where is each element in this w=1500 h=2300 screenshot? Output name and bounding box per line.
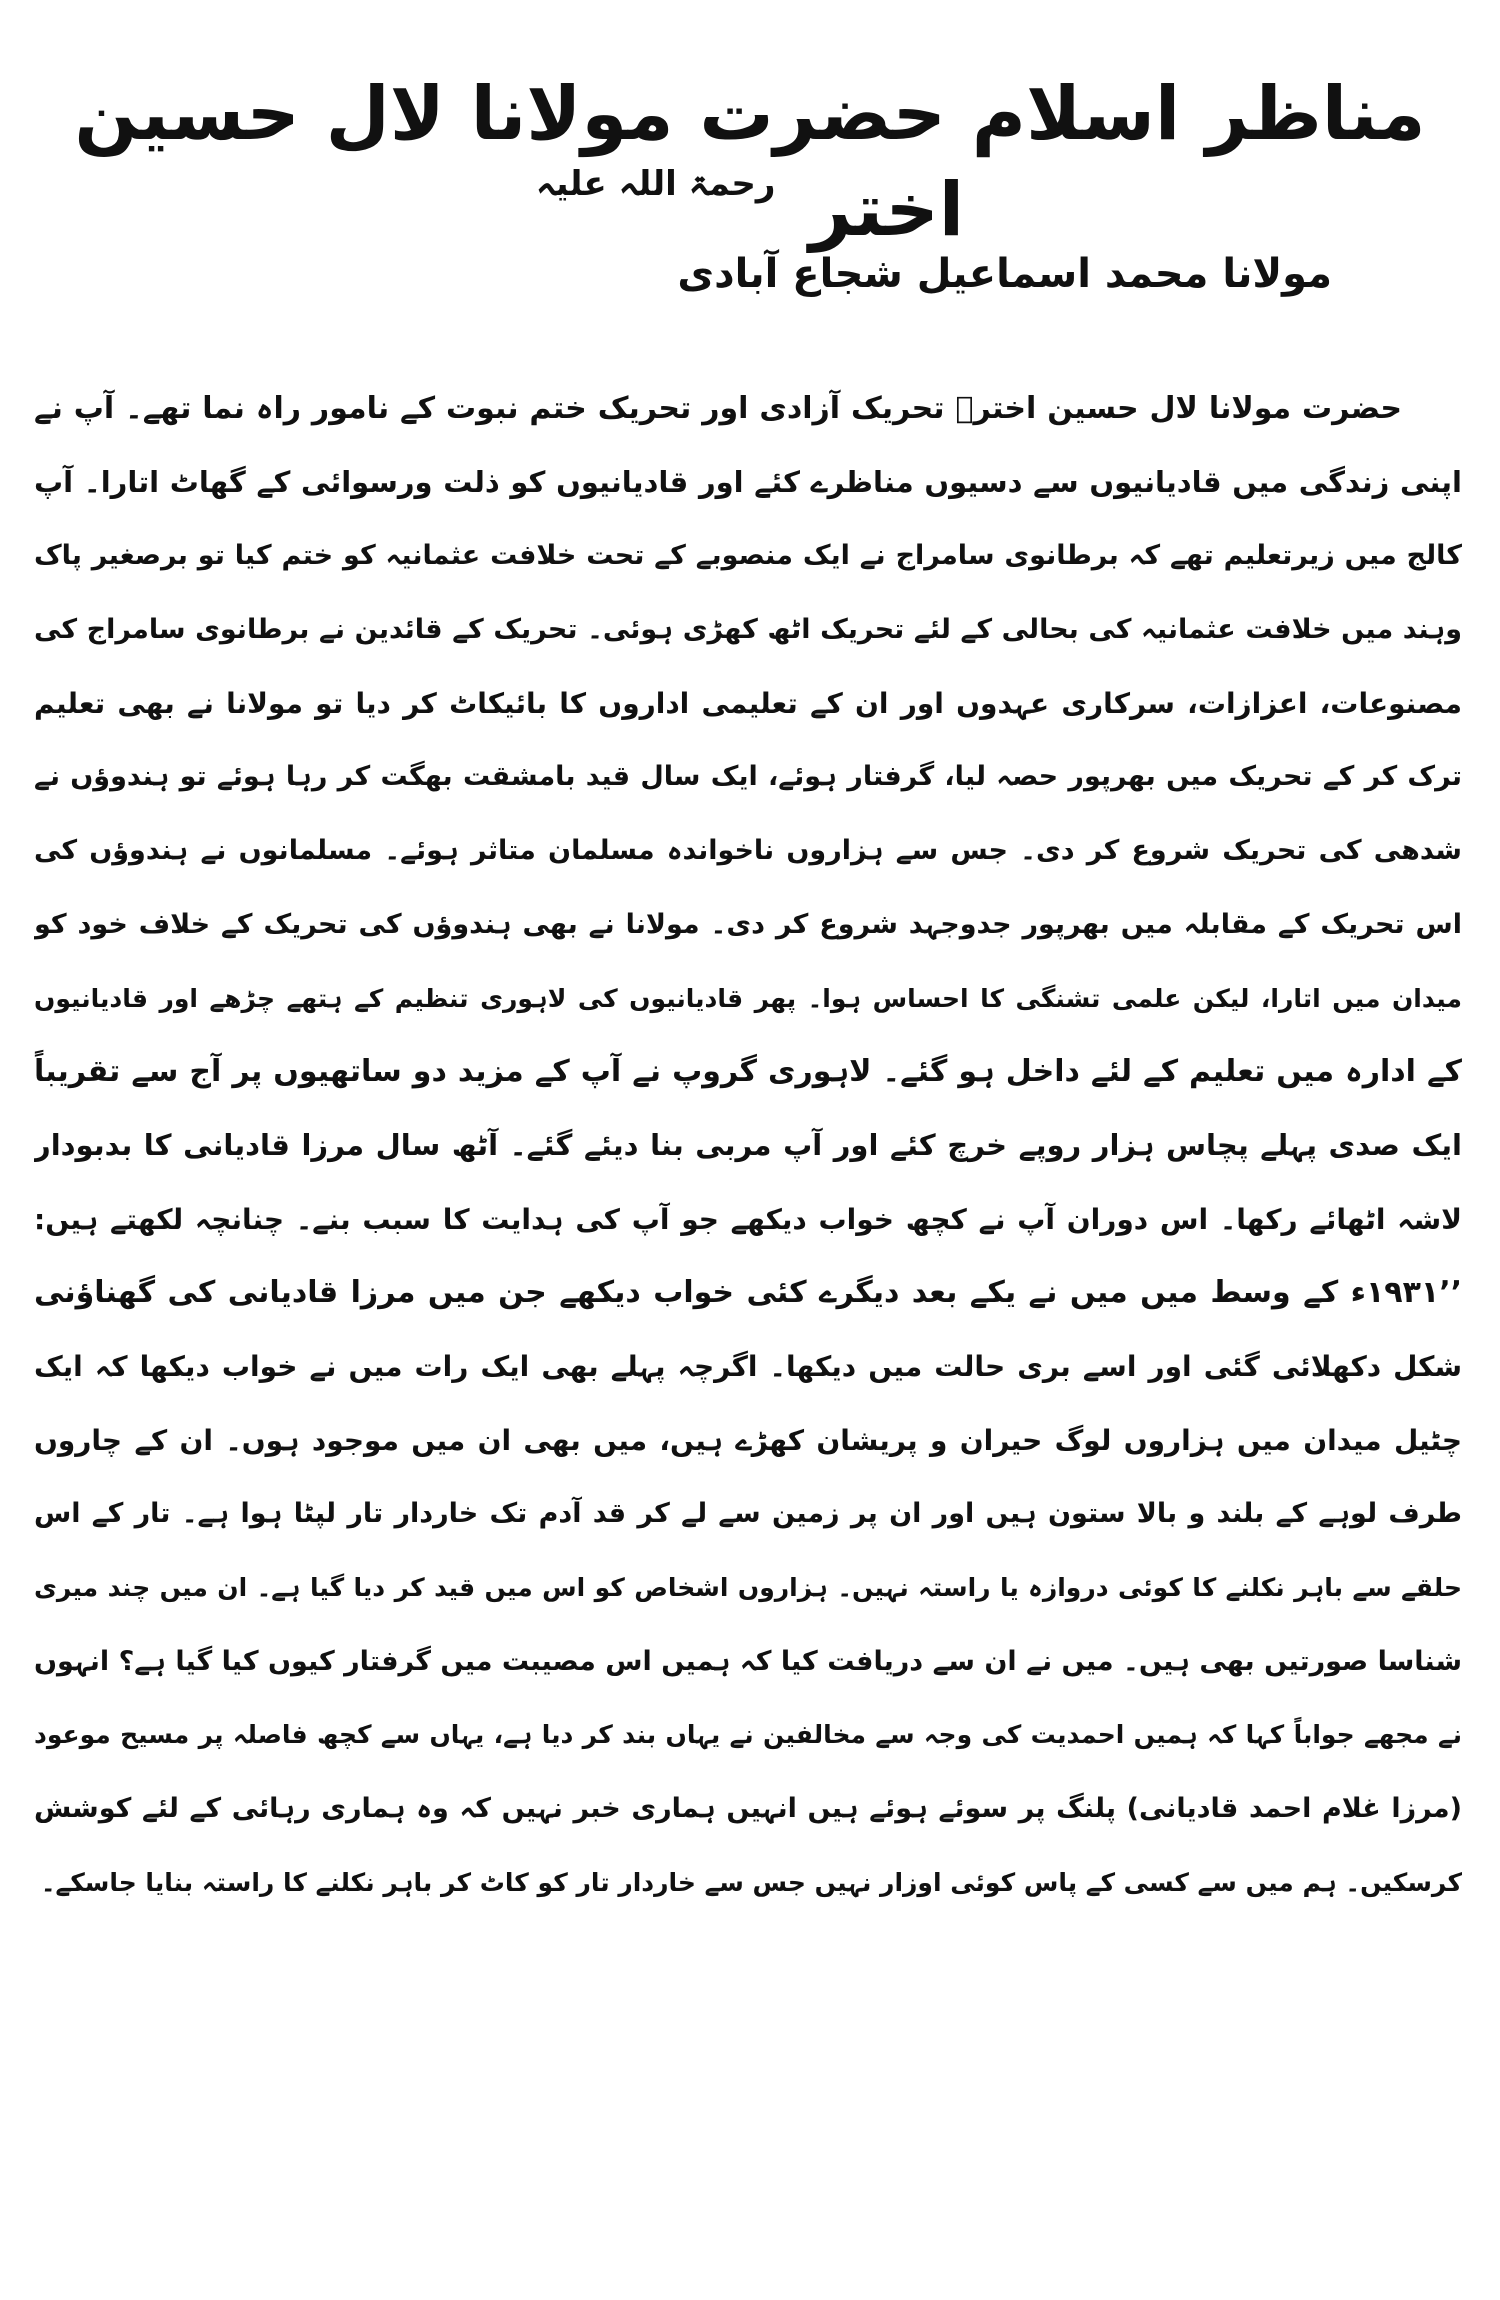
author-byline: مولانا محمد اسماعیل شجاع آبادی [677,251,1332,297]
text-line: مصنوعات، اعزازات، سرکاری عہدوں اور ان کے تعلیمی اداروں کا بائیکاٹ کر دیا تو مولانا نے بھی تعلیم [34,686,1462,720]
quote-line: چٹیل میدان میں ہزاروں لوگ حیران و پریشان کھڑے ہیں، میں بھی ان میں موجود ہوں۔ ان کے چاروں [34,1423,1462,1457]
quote-line: طرف لوہے کے بلند و بالا ستون ہیں اور ان پر زمین سے لے کر قد آدم تک خاردار تار لپٹا ہوا ہے۔ تار کے اس [34,1498,1462,1530]
quote-line: نے مجھے جواباً کہا کہ ہمیں احمدیت کی وجہ سے مخالفین نے یہاں بند کر دیا ہے، یہاں سے کچھ فاصلہ پر مسیح موعود [34,1720,1462,1750]
honorific-mark: رحمۃ اللہ علیہ [535,164,776,205]
title-block [0,66,1500,258]
text-line: حضرت مولانا لال حسین اخترؒ تحریک آزادی اور تحریک ختم نبوت کے نامور راہ نما تھے۔ آپ نے [34,391,1402,426]
quote-line: (مرزا غلام احمد قادیانی) پلنگ پر سوئے ہوئے ہیں انہیں ہماری خبر نہیں کہ وہ ہماری رہائی کے لئے کوشش [34,1793,1462,1825]
text-line: ترک کر کے تحریک میں بھرپور حصہ لیا، گرفتار ہوئے، ایک سال قید بامشقت بھگت کر رہا ہوئے تو ہندوؤں نے [34,761,1462,793]
text-line: شدھی کی تحریک شروع کر دی۔ جس سے ہزاروں ناخواندہ مسلمان متاثر ہوئے۔ مسلمانوں نے ہندوؤں کی [34,835,1462,867]
text-line: میدان میں اتارا، لیکن علمی تشنگی کا احساس ہوا۔ پھر قادیانیوں کی لاہوری تنظیم کے ہتھے چڑھے اور قادیانیوں [34,983,1462,1013]
text-line: اپنی زندگی میں قادیانیوں سے دسیوں مناظرے کئے اور قادیانیوں کو ذلت ورسوائی کے گھاٹ اتارا۔ آپ [34,464,1462,499]
text-line: کے ادارہ میں تعلیم کے لئے داخل ہو گئے۔ لاہوری گروپ نے آپ کے مزید دو ساتھیوں پر آج سے تقریباً [34,1054,1462,1090]
quote-line: ’’۱۹۳۱ء کے وسط میں میں نے یکے بعد دیگرے کئی خواب دیکھے جن میں مرزا قادیانی کی گھناؤنی [34,1275,1462,1311]
text-line: کالج میں زیرتعلیم تھے کہ برطانوی سامراج نے ایک منصوبے کے تحت خلافت عثمانیہ کو ختم کیا تو برصغیر پاک [34,540,1462,572]
quote-line: شکل دکھلائی گئی اور اسے بری حالت میں دیکھا۔ اگرچہ پہلے بھی ایک رات میں نے خواب دیکھا کہ ایک [34,1349,1462,1383]
text-line: لاشہ اٹھائے رکھا۔ اس دوران آپ نے کچھ خواب دیکھے جو آپ کی ہدایت کا سبب بنے۔ چنانچہ لکھتے ہیں: [34,1202,1462,1236]
text-line: وہند میں خلافت عثمانیہ کی بحالی کے لئے تحریک اٹھ کھڑی ہوئی۔ تحریک کے قائدین نے برطانوی سامراج کی [34,614,1462,646]
text-line: اس تحریک کے مقابلہ میں بھرپور جدوجہد شروع کر دی۔ مولانا نے بھی ہندوؤں کی تحریک کے خلاف خود کو [34,908,1462,940]
article-title-text: مناظر اسلام حضرت مولانا لال حسین اختر [74,71,1426,254]
quote-line: شناسا صورتیں بھی ہیں۔ میں نے ان سے دریافت کیا کہ ہمیں اس مصیبت میں گرفتار کیوں کیا گیا ہے؟ انہوں [34,1645,1462,1677]
article-title [0,66,1500,258]
quote-line: کرسکیں۔ ہم میں سے کسی کے پاس کوئی اوزار نہیں جس سے خاردار تار کو کاٹ کر باہر نکلنے کا راستہ بنایا جاسکے۔ [40,1867,1462,1897]
text-line: ایک صدی پہلے پچاس ہزار روپے خرچ کئے اور آپ مربی بنا دیئے گئے۔ آٹھ سال مرزا قادیانی کا بدبودار [34,1127,1462,1162]
article-body [34,372,1462,1919]
quote-line: حلقے سے باہر نکلنے کا کوئی دروازہ یا راستہ نہیں۔ ہزاروں اشخاص کو اس میں قید کر دیا گیا ہے۔ ان میں چند میری [34,1573,1462,1602]
